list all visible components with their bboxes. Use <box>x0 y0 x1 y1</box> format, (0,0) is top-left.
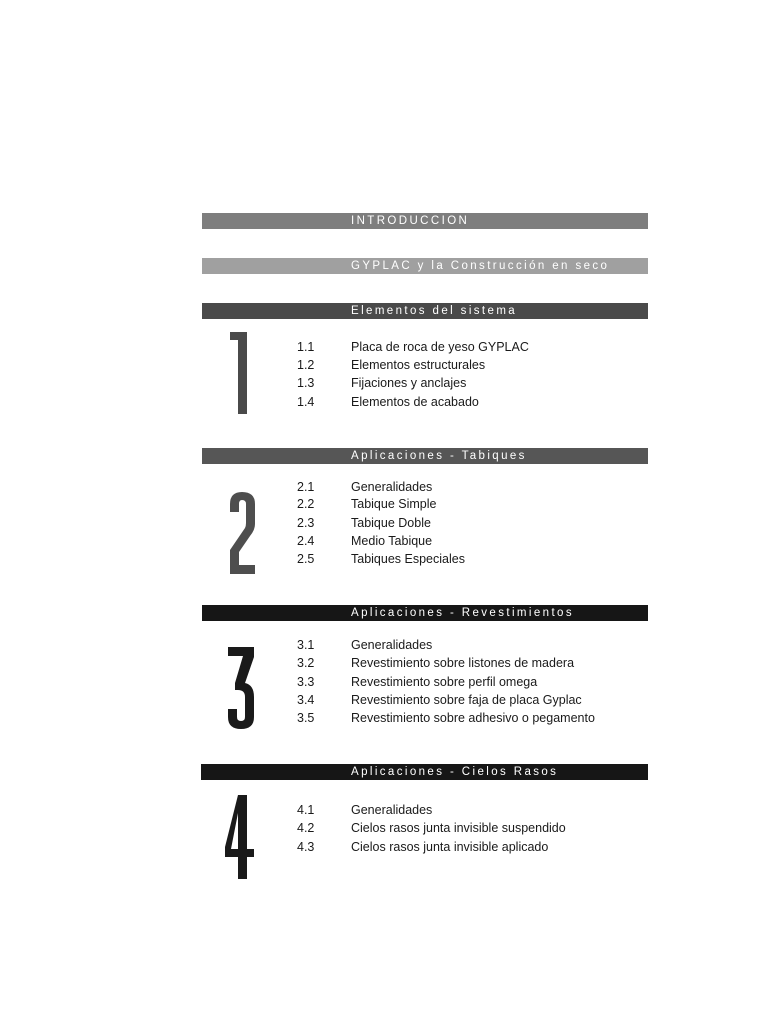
item-number: 2.4 <box>297 534 315 548</box>
section-3-heading: Aplicaciones - Revestimientos <box>351 607 574 619</box>
item-number: 4.3 <box>297 840 315 854</box>
item-number: 2.2 <box>297 497 315 511</box>
item-title: Revestimiento sobre faja de placa Gyplac <box>351 693 582 707</box>
item-title: Revestimiento sobre listones de madera <box>351 656 575 670</box>
section-2-numeral <box>228 490 258 576</box>
item-title: Placa de roca de yeso GYPLAC <box>351 340 529 354</box>
item-number: 2.5 <box>297 552 315 566</box>
item-number: 1.1 <box>297 340 315 354</box>
item-title: Tabique Simple <box>351 497 437 511</box>
item-number: 1.3 <box>297 376 315 390</box>
intro-heading: INTRODUCCION <box>351 215 470 227</box>
item-title: Generalidades <box>351 480 433 494</box>
item-title: Revestimiento sobre adhesivo o pegamento <box>351 711 595 725</box>
item-title: Cielos rasos junta invisible aplicado <box>351 840 549 854</box>
item-title: Cielos rasos junta invisible suspendido <box>351 821 566 835</box>
item-number: 3.3 <box>297 675 315 689</box>
item-title: Generalidades <box>351 638 433 652</box>
item-title: Revestimiento sobre perfil omega <box>351 675 538 689</box>
item-number: 2.1 <box>297 480 315 494</box>
item-number: 3.5 <box>297 711 315 725</box>
item-title: Generalidades <box>351 803 433 817</box>
section-4-heading-bar <box>201 764 648 780</box>
item-number: 1.4 <box>297 395 315 409</box>
section-4-heading: Aplicaciones - Cielos Rasos <box>351 766 559 778</box>
gyplac-heading: GYPLAC y la Construcción en seco <box>351 260 610 272</box>
item-number: 3.2 <box>297 656 315 670</box>
section-1-heading-bar <box>202 303 648 319</box>
section-2-heading: Aplicaciones - Tabiques <box>351 450 527 462</box>
item-number: 4.2 <box>297 821 315 835</box>
item-number: 2.3 <box>297 516 315 530</box>
item-title: Medio Tabique <box>351 534 433 548</box>
item-title: Tabique Doble <box>351 516 431 530</box>
section-1-numeral <box>226 330 256 416</box>
item-title: Tabiques Especiales <box>351 552 465 566</box>
section-3-heading-bar <box>202 605 648 621</box>
item-number: 3.1 <box>297 638 315 652</box>
item-number: 4.1 <box>297 803 315 817</box>
section-3-numeral <box>226 645 256 731</box>
item-title: Fijaciones y anclajes <box>351 376 467 390</box>
item-title: Elementos estructurales <box>351 358 486 372</box>
item-number: 1.2 <box>297 358 315 372</box>
section-2-heading-bar <box>202 448 648 464</box>
item-number: 3.4 <box>297 693 315 707</box>
section-4-numeral <box>223 793 257 881</box>
item-title: Elementos de acabado <box>351 395 479 409</box>
section-1-heading: Elementos del sistema <box>351 305 518 317</box>
gyplac-heading-bar <box>202 258 648 274</box>
intro-heading-bar <box>202 213 648 229</box>
